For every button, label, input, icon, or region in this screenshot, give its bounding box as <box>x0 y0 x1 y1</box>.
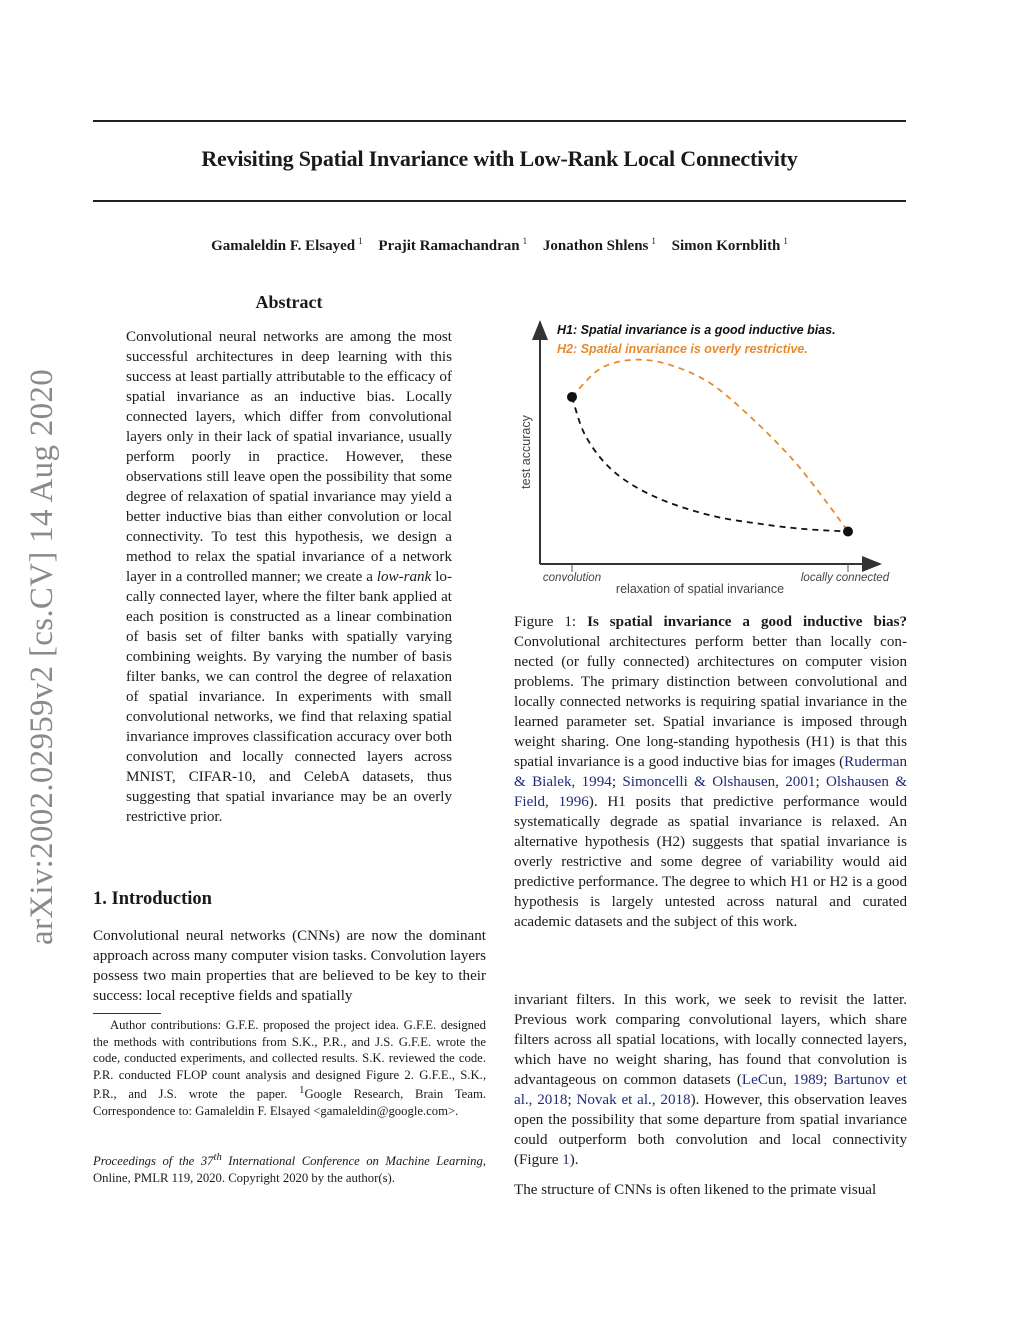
author <box>378 238 527 254</box>
ordinal-suffix: th <box>213 1152 222 1163</box>
legend-h1: H1: Spatial invariance is a good inductive bias. <box>557 323 836 337</box>
introduction-paragraph-continued: invariant filters. In this work, we seek to revisit the latter. Previous work comparing convolutional layers, which share filters across all spatial locations, with locally connected layers, which have no weight sharing, has found that convolution is advantageous on common datasets (LeCun, 1989; Bartunov et al., 2018; Novak et al., 2018). However, this observation leaves open the possibility that some departure from spatial invariance could outperform both convolution and local connectivity (Figure 1). <box>514 992 908 1168</box>
author-name: Gamaleldin F. Elsayed <box>211 238 356 254</box>
series-line-h1 <box>572 397 848 532</box>
proceedings-venue: International Conference on Machine Learning <box>221 1154 483 1169</box>
footnote-affiliation: Google Research, Brain Team. Correspondence to: Gamaleldin F. Elsayed <gamaleldin@google.com>. <box>93 1087 486 1118</box>
footnote-text: Author contributions: G.F.E. proposed the project idea. G.F.E. designed the methods with contributions from S.K., P.R., and J.S. G.F.E. wrote the code, conducted experiments, and collected results. S.K. reviewed the code. P.R. conducted FLOP count analysis and designed Figure 2. G.F.E., S.K., P.R., and J.S. wrote the paper. <box>93 1018 486 1102</box>
paragraph-text: ). However, this observation leaves open the possibility that some departure from spatial invariance could outperform both convolution and local connectivity (Figure <box>514 1092 908 1168</box>
arxiv-identifier-stamp: arXiv:2002.02959v2 [cs.CV] 14 Aug 2020 <box>24 368 60 945</box>
endpoint-locally-connected <box>843 527 853 537</box>
proceedings-details: , Online, PMLR 119, 2020. Copyright 2020 by the author(s). <box>93 1154 486 1185</box>
citation-link[interactable]: LeCun, 1989 <box>741 1072 824 1088</box>
author <box>672 238 788 254</box>
citation-link[interactable]: Novak et al., 2018 <box>576 1092 691 1108</box>
affiliation-mark: 1 <box>358 236 363 246</box>
abstract-text: locally connected layer, where the filter bank applied at each position is constructed as a linear combination of basis set of filter banks with spatially varying combining weights. By varying the number of basis filter banks, we can control the degree of relaxation of spatial invariance. In experiments with small convolutional networks, we find that relaxing spatial invariance improves classification accuracy over both convolution and locally connected layers across MNIST, CIFAR-10, and CelebA datasets, thus suggesting that spatial invariance may be an overly restrictive prior. <box>126 569 452 825</box>
abstract-emphasis: low-rank <box>376 569 432 585</box>
citation-link[interactable]: Bartunov et al., 2018 <box>514 1072 907 1108</box>
footnote-divider <box>93 1013 161 1014</box>
abstract-body <box>126 327 452 827</box>
author <box>211 238 363 254</box>
title-rule-top <box>93 120 906 122</box>
affiliation-mark: 1 <box>522 236 528 246</box>
section-heading-introduction: 1. Introduction <box>93 889 212 909</box>
abstract-heading: Abstract <box>255 292 323 312</box>
figure-1-caption: Figure 1: Is spatial invariance a good inductive bias? Convolutional architectures perform better than locally connected (or fully connected) architectures on computer vision problems. The primary distinction between convolutional and locally connected networks is requiring spatial invariance in the learned parameter set. Spatial invariance is imposed through weight sharing. One long-standing hypothesis (H1) is that this spatial invariance is a good inductive bias for images (Ruderman & Bialek, 1994; Simoncelli & Olshausen, 2001; Olshausen & Field, 1996). H1 posits that predictive performance would systematically degrade as spatial invariance is relaxed. An alternative hypothesis (H2) suggests that spatial invariance is overly restrictive and some degree of variability would aid predictive performance. The degree to which H1 or H2 is a good hypothesis is largely untested across natural and curated academic datasets and the subject of this work. <box>514 614 908 930</box>
paper-title: Revisiting Spatial Invariance with Low-Rank Local Connectivity <box>201 146 798 171</box>
series-line-h2 <box>572 360 848 532</box>
legend-h2: H2: Spatial invariance is overly restrictive. <box>557 342 808 356</box>
x-axis-label: relaxation of spatial invariance <box>615 582 785 596</box>
caption-text: Convolutional architectures perform better than locally connected (or fully connected) architectures on computer vision problems. The primary distinction between convolutional and locally connected networks is requiring spatial invariance in the learned parameter set. Spatial invariance is imposed through weight sharing. One long-standing hypothesis (H1) is that this spatial invariance is a good inductive bias for images ( <box>514 634 907 770</box>
footnote-author-contributions <box>93 1017 486 1119</box>
author-name: Prajit Ramachandran <box>378 238 520 254</box>
caption-title: Is spatial invariance a good inductive bias? <box>587 614 908 630</box>
author-name: Simon Kornblith <box>671 238 781 254</box>
author-name: Jonathon Shlens <box>542 238 649 254</box>
x-tick-label-convolution: convolution <box>542 572 602 584</box>
caption-text: ). H1 posits that predictive performance would systematically degrade as spatial invariance is relaxed. An alternative hypothesis (H2) suggests that spatial invariance is overly restrictive and some degree of variability would aid predictive performance. The degree to which H1 or H2 is a good hypothesis is largely untested across natural and curated academic datasets and the subject of this work. <box>514 794 908 930</box>
affiliation-mark: 1 <box>299 1085 305 1096</box>
footnote-proceedings <box>93 1150 486 1186</box>
introduction-paragraph: The structure of CNNs is often likened to the primate visual <box>514 1182 877 1198</box>
citation-link[interactable]: Simoncelli & Olshausen, 2001 <box>622 774 816 790</box>
introduction-paragraph: Convolutional neural networks (CNNs) are now the dominant approach across many computer vision tasks. Convolution layers possess two main properties that are believed to be key to their success: local receptive fields and spatially <box>93 928 486 1004</box>
affiliation-mark: 1 <box>783 236 788 246</box>
author <box>543 238 656 254</box>
figure-1-chart <box>510 312 910 602</box>
caption-label: Figure 1: <box>514 614 577 630</box>
endpoint-convolution <box>567 392 577 402</box>
citation-link[interactable]: Ruderman & Bialek, 1994 <box>514 754 907 790</box>
title-rule-bottom <box>93 200 906 202</box>
y-axis-label: test accuracy <box>519 415 533 489</box>
figure-reference-link[interactable]: 1 <box>562 1152 570 1168</box>
abstract-text: Convolutional neural networks are among the most successful architectures in deep learning with this success at least partially attributable to the efficacy of spatial invariance as an inductive bias. Locally connected layers, which differ from convolutional layers only in their lack of spatial invariance, usually perform poorly in practice. However, these observations still leave open the possibility that some degree of relaxation of spatial invariance may yield a better inductive bias than either convolution or local connectivity. To test this hypothesis, we design a method to relax the spatial invariance of a network layer in a controlled manner; we create a <box>126 329 452 585</box>
proceedings-venue: Proceedings of the 37 <box>93 1154 214 1169</box>
paragraph-text: ). <box>569 1152 579 1168</box>
x-tick-label-locally-connected: locally connected <box>800 572 890 584</box>
author-list <box>93 236 906 255</box>
citation-link[interactable]: Olshausen & Field, 1996 <box>514 774 907 810</box>
affiliation-mark: 1 <box>651 236 656 246</box>
paragraph-text: invariant filters. In this work, we seek to revisit the latter. Previous work comparing convolutional layers, which share filters across all spatial locations, with locally connected layers, which have no weight sharing, has found that convolution is advantageous on common datasets ( <box>514 992 907 1088</box>
